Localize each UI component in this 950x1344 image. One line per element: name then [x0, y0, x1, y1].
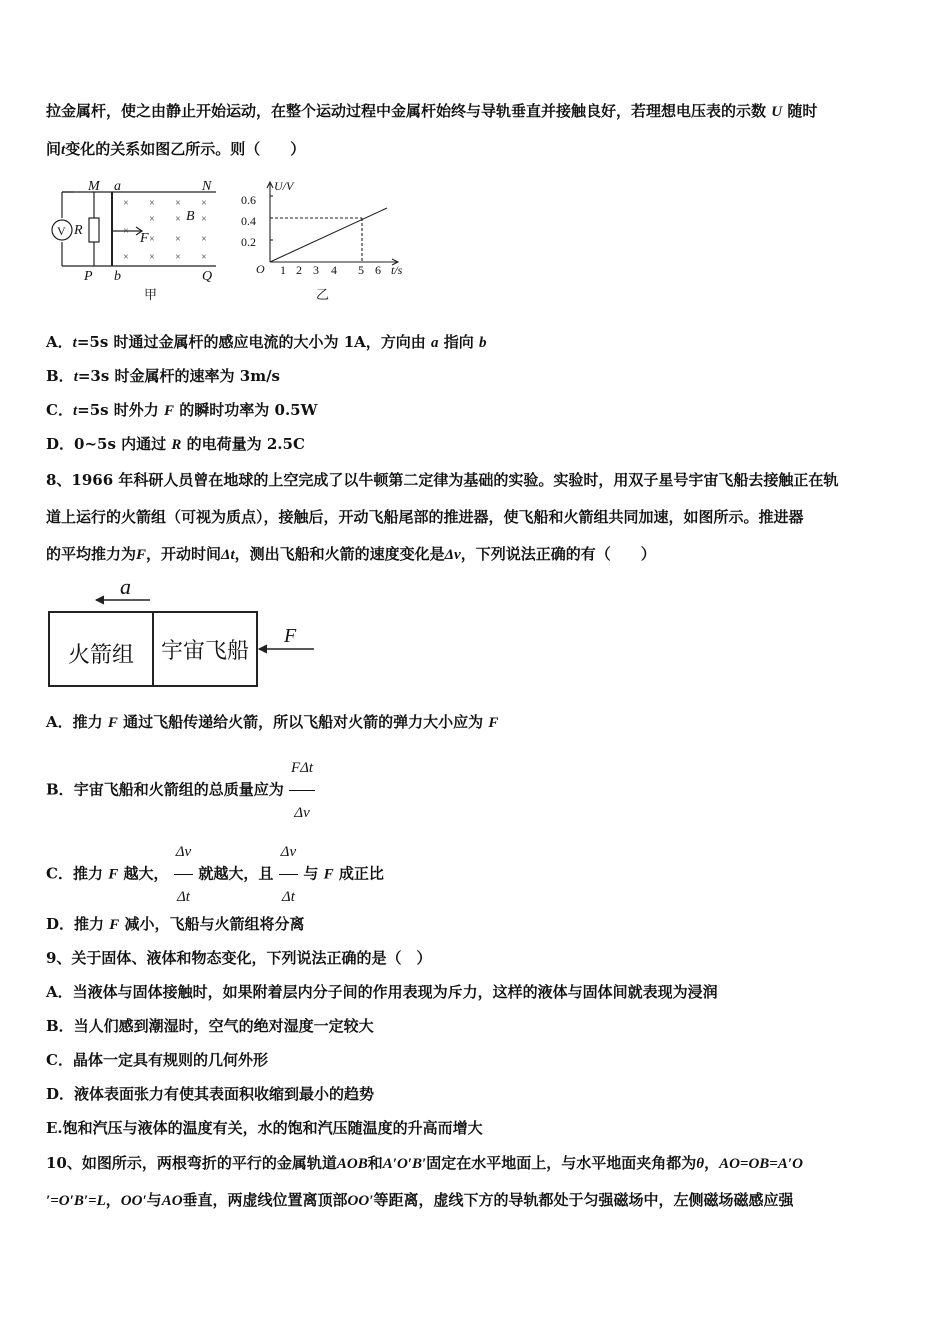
xlabel: t/s	[391, 263, 403, 277]
svg-text:×: ×	[201, 214, 207, 225]
fraction-acceleration-2: $\frac{\Delta v}{\Delta t}$	[279, 830, 298, 919]
svg-text:×: ×	[149, 234, 155, 245]
svg-text:×: ×	[175, 252, 181, 263]
box-rocket-group: 火箭组	[67, 643, 135, 668]
ytick-0.2: 0.2	[241, 235, 256, 249]
ytick-0.4: 0.4	[241, 214, 256, 228]
origin-label: O	[256, 262, 265, 276]
label-a: a	[114, 179, 121, 194]
figure-rocket-spacecraft	[44, 572, 334, 694]
xtick-6: 6	[375, 263, 381, 277]
xtick-3: 3	[313, 263, 319, 277]
q9-stem: 9、关于固体、液体和物态变化，下列说法正确的是（ ）	[46, 949, 432, 967]
ylabel: U/V	[274, 179, 294, 193]
svg-text:×: ×	[123, 226, 129, 237]
q10-stem-line1: 10、如图所示，两根弯折的平行的金属轨道AOB和A′O′B′固定在水平地面上，与水平地面夹角都为θ，AO=OB=A′O	[46, 1154, 803, 1172]
q7-option-b: B．t=3s 时金属杆的速率为 3m/s	[46, 367, 280, 385]
label-P: P	[84, 269, 93, 284]
q8-option-d: D．推力 F 减小，飞船与火箭组将分离	[46, 915, 305, 933]
svg-text:×: ×	[149, 198, 155, 209]
ytick-0.6: 0.6	[241, 193, 256, 207]
q7-option-a: A．t=5s 时通过金属杆的感应电流的大小为 1A，方向由 a 指向 b	[46, 333, 487, 351]
label-R: R	[74, 223, 83, 238]
xtick-5: 5	[358, 263, 364, 277]
q8-option-a: A．推力 F 通过飞船传递给火箭，所以飞船对火箭的弹力大小应为 F	[46, 713, 499, 731]
q7-stem-line1: 拉金属杆，使之由静止开始运动，在整个运动过程中金属杆始终与导轨垂直并接触良好，若理想电压表的示数 U 随时	[46, 102, 818, 120]
xtick-2: 2	[296, 263, 302, 277]
svg-text:×: ×	[123, 198, 129, 209]
q8-stem-line1: 8、1966 年科研人员曾在地球的上空完成了以牛顿第二定律为基础的实验。实验时，用双子星号宇宙飞船去接触正在轨	[46, 471, 839, 489]
q7-stem-line2: 间t变化的关系如图乙所示。则（ ）	[46, 140, 306, 158]
label-a-accel: a	[120, 574, 131, 599]
label-V: V	[57, 224, 66, 238]
q8-option-c: C．推力 F 越大， $\frac{\Delta v}{\Delta t}$ 就越大，且 $\frac{\Delta v}{\Delta t}$ 与 F 成正比	[46, 830, 384, 919]
svg-text:×: ×	[201, 252, 207, 263]
q9-option-a: A．当液体与固体接触时，如果附着层内分子间的作用表现为斥力，这样的液体与固体间就表现为浸润	[46, 983, 718, 1001]
svg-text:×: ×	[149, 252, 155, 263]
q7-option-d: D．0~5s 内通过 R 的电荷量为 2.5C	[46, 435, 305, 453]
q9-option-e: E.饱和汽压与液体的温度有关，水的饱和汽压随温度的升高而增大	[46, 1119, 483, 1137]
q10-stem-line2: ′=O′B′=L，OO′与AO垂直，两虚线位置离顶部OO′等距离，虚线下方的导轨都处于匀强磁场中，左侧磁场磁感应强	[46, 1191, 794, 1209]
q8-stem-line3: 的平均推力为F，开动时间Δt，测出飞船和火箭的速度变化是Δv，下列说法正确的有（ ）	[46, 545, 656, 563]
svg-text:×: ×	[175, 198, 181, 209]
q9-option-b: B．当人们感到潮湿时，空气的绝对湿度一定较大	[46, 1017, 374, 1035]
label-b: b	[114, 269, 121, 284]
q7-option-c: C．t=5s 时外力 F 的瞬时功率为 0.5W	[46, 401, 318, 419]
svg-text:×: ×	[123, 252, 129, 263]
label-F-thrust: F	[284, 625, 297, 647]
box-spacecraft: 宇宙飞船	[160, 639, 250, 664]
q8-option-b: B．宇宙飞船和火箭组的总质量应为 $\frac{\text{FΔt}}{\Delta v}$	[46, 746, 315, 835]
svg-text:×: ×	[175, 214, 181, 225]
svg-text:×: ×	[201, 234, 207, 245]
label-B: B	[186, 209, 195, 224]
q9-option-c: C．晶体一定具有规则的几何外形	[46, 1051, 268, 1069]
label-F: F	[140, 231, 149, 246]
fraction-mass: $\frac{\text{FΔt}}{\Delta v}$	[289, 746, 315, 835]
xtick-1: 1	[280, 263, 286, 277]
q9-option-d: D．液体表面张力有使其表面积收缩到最小的趋势	[46, 1085, 375, 1103]
label-N: N	[202, 179, 212, 194]
fraction-acceleration-1: $\frac{\Delta v}{\Delta t}$	[174, 830, 193, 919]
label-Q: Q	[202, 269, 213, 284]
figure-yi-graph	[238, 176, 418, 304]
xtick-4: 4	[331, 263, 337, 277]
caption-jia: 甲	[144, 287, 158, 302]
label-M: M	[88, 179, 100, 194]
svg-text:×: ×	[201, 198, 207, 209]
svg-text:×: ×	[149, 214, 155, 225]
caption-yi: 乙	[316, 287, 330, 302]
q8-stem-line2: 道上运行的火箭组（可视为质点），接触后，开动飞船尾部的推进器，使飞船和火箭组共同加速，如图所示。推进器	[46, 508, 804, 526]
svg-text:×: ×	[175, 234, 181, 245]
figure-jia-circuit	[44, 176, 229, 304]
